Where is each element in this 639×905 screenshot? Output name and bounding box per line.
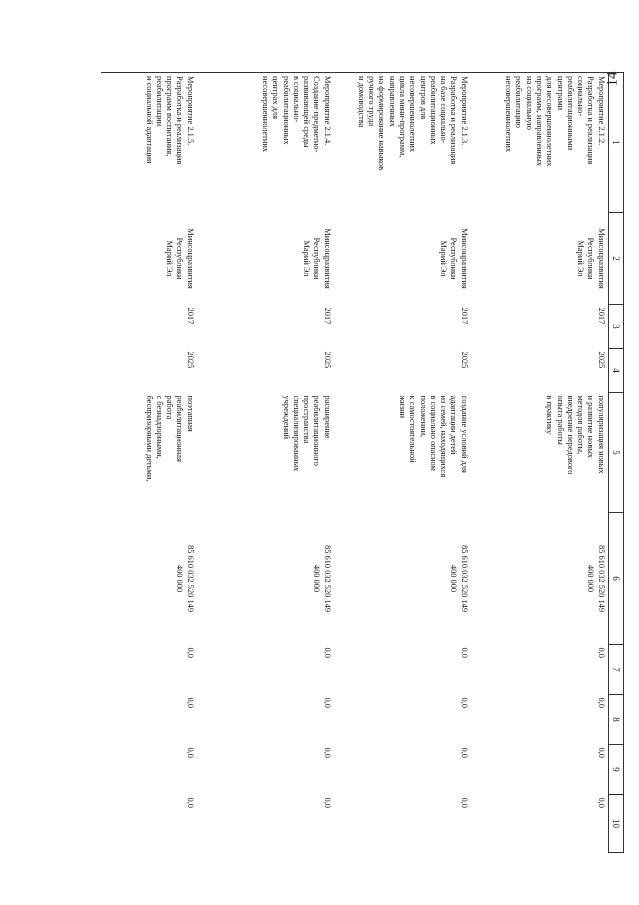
cell-c9: 0,0 <box>322 747 332 758</box>
cell-line: Марий Эл <box>165 240 175 277</box>
cell-line: 85 610 032 520 149 <box>185 545 195 612</box>
cell-line: создание условий для <box>459 395 469 473</box>
cell-line: Создание предметно- <box>312 76 322 153</box>
cell-line: Республики <box>175 237 185 280</box>
cell-line: адаптации детей <box>449 395 459 455</box>
cell-line: Минсоцразвития <box>322 228 332 289</box>
cell-line: программ, направленных <box>534 76 544 166</box>
cell-c3: 2017 <box>185 307 195 325</box>
cell-c1 <box>471 73 609 213</box>
cell-c5 <box>197 393 334 513</box>
cell-line: в социально- <box>291 76 301 123</box>
cell-c2 <box>101 213 197 305</box>
cell-line: на базе социально- <box>439 76 449 144</box>
cell-line: развивающей среды <box>302 76 312 148</box>
cell-c1 <box>197 73 334 213</box>
column-header-2: 2 <box>608 213 623 305</box>
table-body <box>101 73 609 853</box>
cell-line: Минсоцразвития <box>459 228 469 289</box>
cell-c4: 2025 <box>322 351 332 369</box>
cell-c3: 2017 <box>596 307 606 325</box>
column-header-10: 10 <box>608 795 623 853</box>
cell-line: несовершеннолетних <box>260 76 270 153</box>
column-header-1: 1 <box>608 73 623 213</box>
cell-line: на формирование навыков <box>377 76 387 171</box>
cell-c7: 0,0 <box>596 647 606 658</box>
cell-line: Республики <box>449 237 459 280</box>
cell-line: реабилитации <box>154 76 164 127</box>
cell-c8: 0,0 <box>185 697 195 708</box>
cell-line: и развитие новых <box>586 395 596 459</box>
cell-line: поэтапная <box>185 395 195 432</box>
cell-line: центров для <box>418 76 428 120</box>
cell-line: реабилитационного <box>312 395 322 466</box>
cell-line: жизни <box>397 395 407 419</box>
cell-line: программ воспитания, <box>165 76 175 157</box>
cell-line: Марий Эл <box>576 240 586 277</box>
cell-c10: 0,0 <box>596 797 606 808</box>
rotated-table-container <box>94 72 624 852</box>
cell-c1 <box>101 73 197 213</box>
cell-line: социально- <box>576 76 586 117</box>
cell-c8: 0,0 <box>322 697 332 708</box>
cell-line: 400 000 <box>175 564 185 593</box>
column-header-9: 9 <box>608 745 623 795</box>
cell-line: для несовершеннолетних <box>545 76 555 167</box>
cell-c4: 2025 <box>459 351 469 369</box>
cell-line: популяризация новых <box>596 395 606 474</box>
cell-line: Мероприятие 2.1.3. <box>459 76 469 146</box>
cell-line: методов работы, <box>576 395 586 455</box>
cell-line: Минсоцразвития <box>185 228 195 289</box>
cell-line: Разработка и реализация <box>175 76 185 165</box>
cell-line: опыта работы <box>555 395 565 445</box>
cell-c3: 2017 <box>459 307 469 325</box>
cell-line: 400 000 <box>586 564 596 593</box>
cell-line: реабилитационных <box>428 76 438 145</box>
cell-line: 400 000 <box>312 564 322 593</box>
cell-line: и домоводства <box>356 76 366 128</box>
cell-line: в социально опасном <box>428 395 438 471</box>
cell-line: центрах для <box>271 76 281 119</box>
cell-c7: 0,0 <box>185 647 195 658</box>
cell-line: к самостоятельной <box>408 395 418 463</box>
cell-line: реабилитационная <box>175 395 185 462</box>
cell-c6 <box>101 513 197 645</box>
cell-line: направленных <box>387 76 397 127</box>
cell-line: 85 610 032 520 149 <box>322 545 332 612</box>
cell-line: несовершеннолетних <box>504 76 514 153</box>
cell-line: на социальную <box>524 76 534 130</box>
column-header-5: 5 <box>608 393 623 513</box>
cell-line: Разработка и реализация <box>586 76 596 165</box>
cell-line: несовершеннолетних <box>408 76 418 153</box>
column-header-3: 3 <box>608 305 623 349</box>
cell-c8: 0,0 <box>596 697 606 708</box>
cell-c10: 0,0 <box>459 797 469 808</box>
column-header-8: 8 <box>608 695 623 745</box>
cell-line: центрами <box>555 76 565 111</box>
cell-c4: 2025 <box>185 351 195 369</box>
cell-c2 <box>197 213 334 305</box>
cell-c3: 2017 <box>322 307 332 325</box>
cell-c2 <box>471 213 609 305</box>
column-header-7: 7 <box>608 645 623 695</box>
cell-line: ручного труда <box>367 76 377 127</box>
cell-line: цикла мини-программ, <box>397 76 407 158</box>
cell-line: реабилитацию <box>514 76 524 128</box>
cell-c6 <box>334 513 471 645</box>
cell-line: 400 000 <box>449 564 459 593</box>
cell-line: 85 610 032 520 149 <box>596 545 606 612</box>
program-measures-table <box>101 72 624 853</box>
cell-c10: 0,0 <box>322 797 332 808</box>
cell-line: пространства <box>302 395 312 444</box>
cell-line: с безнадзорными, <box>154 395 164 459</box>
header-row <box>608 73 623 853</box>
cell-c6 <box>197 513 334 645</box>
cell-c4: 2025 <box>596 351 606 369</box>
cell-line: специализированных <box>291 395 301 472</box>
cell-c5 <box>471 393 609 513</box>
cell-line: работа <box>165 395 175 420</box>
page-number: 14 <box>604 71 621 87</box>
cell-line: из семей, находящихся <box>439 395 449 478</box>
table-row <box>334 73 471 853</box>
cell-line: Марий Эл <box>302 240 312 277</box>
cell-c9: 0,0 <box>185 747 195 758</box>
cell-line: реабилитационными <box>565 76 575 151</box>
cell-line: Мероприятие 2.1.2. <box>596 76 606 146</box>
cell-line: Мероприятие 2.1.5. <box>185 76 195 146</box>
cell-line: расширение <box>322 395 332 439</box>
cell-line: реабилитационных <box>281 76 291 145</box>
cell-line: Мероприятие 2.1.4. <box>322 76 332 146</box>
cell-c2 <box>334 213 471 305</box>
cell-c1 <box>334 73 471 213</box>
table-row <box>101 73 197 853</box>
cell-line: 85 610 032 520 149 <box>459 545 469 612</box>
cell-c7: 0,0 <box>459 647 469 658</box>
cell-line: Марий Эл <box>439 240 449 277</box>
cell-line: учреждений <box>281 395 291 440</box>
column-header-4: 4 <box>608 349 623 393</box>
cell-line: положении, <box>418 395 428 438</box>
cell-line: Разработка и реализация <box>449 76 459 165</box>
cell-c9: 0,0 <box>596 747 606 758</box>
table-row <box>197 73 334 853</box>
cell-line: Республики <box>586 237 596 280</box>
cell-c5 <box>334 393 471 513</box>
cell-line: и социальной адаптации <box>144 76 154 164</box>
cell-line: беспризорными детьми, <box>144 395 154 482</box>
cell-c5 <box>101 393 197 513</box>
cell-line: Республики <box>312 237 322 280</box>
table-row <box>471 73 609 853</box>
cell-c6 <box>471 513 609 645</box>
cell-c9: 0,0 <box>459 747 469 758</box>
cell-line: внедрение передового <box>565 395 575 475</box>
cell-line: Минсоцразвития <box>596 228 606 289</box>
cell-c10: 0,0 <box>185 797 195 808</box>
cell-c7: 0,0 <box>322 647 332 658</box>
cell-c8: 0,0 <box>459 697 469 708</box>
column-header-6: 6 <box>608 513 623 645</box>
cell-line: в практику <box>545 395 555 435</box>
